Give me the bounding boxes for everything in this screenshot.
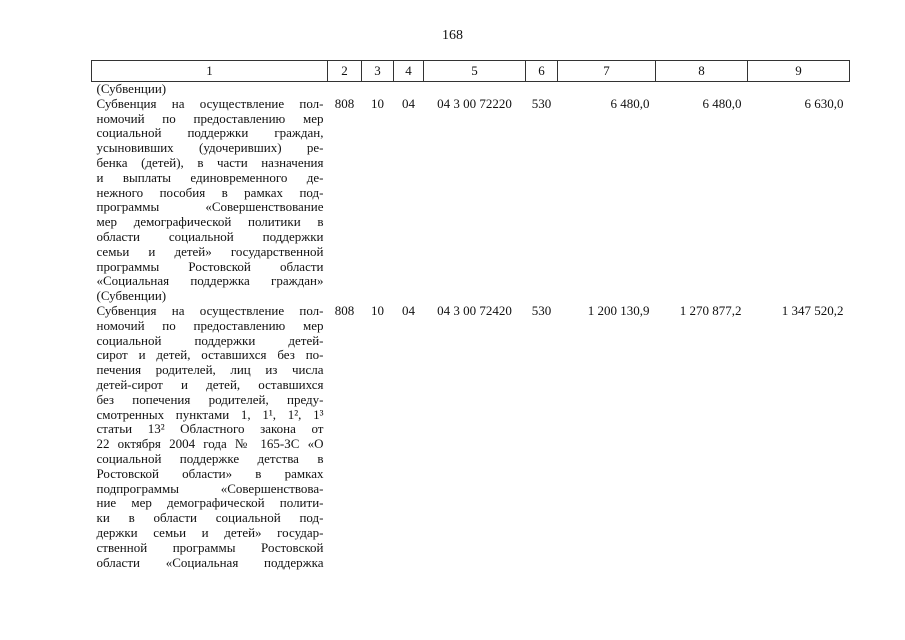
column-header-row bbox=[92, 61, 850, 82]
description-line: Ростовской области» в рамках bbox=[96, 465, 324, 481]
continuation-text: (Субвенции) bbox=[96, 81, 167, 96]
column-header: 7 bbox=[558, 61, 656, 82]
expense-type-code: 530 bbox=[531, 302, 552, 318]
subsection-code: 04 bbox=[402, 95, 415, 111]
description-line: мер демографической политики в bbox=[96, 214, 324, 230]
amount-col-9: 6 630,0 bbox=[804, 95, 844, 111]
amount-col-7: 6 480,0 bbox=[610, 95, 650, 111]
description-line: Субвенция на осуществление пол- bbox=[96, 95, 324, 111]
description-line: статьи 13² Областного закона от bbox=[96, 421, 324, 437]
description-line: программы «Совершенствование bbox=[96, 199, 324, 215]
description-line: социальной поддержки граждан, bbox=[96, 125, 324, 141]
description-line: печения родителей, лиц из числа bbox=[96, 362, 324, 378]
column-header: 9 bbox=[748, 61, 850, 82]
description-line: и выплаты единовременного де- bbox=[96, 169, 324, 185]
description-line: социальной поддержке детства в bbox=[96, 450, 324, 466]
description-line: без попечения родителей, преду- bbox=[96, 391, 324, 407]
description-line: подпрограммы «Совершенствова- bbox=[96, 480, 324, 496]
amount-col-8: 1 270 877,2 bbox=[679, 302, 742, 318]
description-line: детей-сирот и детей, оставшихся bbox=[96, 376, 324, 392]
description-line: социальной поддержки детей- bbox=[96, 332, 324, 348]
description-line: «Социальная поддержка граждан» bbox=[96, 273, 324, 289]
column-header: 1 bbox=[92, 61, 328, 82]
description-line: номочий по предоставлению мер bbox=[96, 317, 324, 333]
description-line: номочий по предоставлению мер bbox=[96, 110, 324, 126]
page-number: 168 bbox=[442, 28, 463, 43]
amount-col-8: 6 480,0 bbox=[702, 95, 742, 111]
ministry-code: 808 bbox=[334, 95, 355, 111]
section-code: 10 bbox=[371, 302, 384, 318]
table-row bbox=[92, 97, 850, 304]
description-line: бенка (детей), в части назначения bbox=[96, 154, 324, 170]
description-line: 22 октября 2004 года № 165-ЗС «О bbox=[96, 436, 324, 452]
row-description bbox=[92, 97, 328, 304]
description-line: смотренных пунктами 1, 1¹, 1², 1³ bbox=[96, 406, 324, 422]
section-code: 10 bbox=[371, 95, 384, 111]
description-line: ки в области социальной под- bbox=[96, 510, 324, 526]
continuation-row bbox=[92, 82, 850, 97]
target-article-code: 04 3 00 72220 bbox=[437, 95, 512, 111]
description-line: сирот и детей, оставшихся без по- bbox=[96, 347, 324, 363]
description-line: Субвенция на осуществление пол- bbox=[96, 302, 324, 318]
row-description bbox=[92, 304, 328, 570]
description-line: нежного пособия в рамках под- bbox=[96, 184, 324, 200]
description-line: (Субвенции) bbox=[96, 288, 167, 304]
subsection-code: 04 bbox=[402, 302, 415, 318]
column-header: 2 bbox=[328, 61, 362, 82]
description-line: области социальной поддержки bbox=[96, 228, 324, 244]
expense-type-code: 530 bbox=[531, 95, 552, 111]
description-line: держки семьи и детей» государ- bbox=[96, 524, 324, 540]
column-header: 3 bbox=[362, 61, 394, 82]
amount-col-7: 1 200 130,9 bbox=[587, 302, 650, 318]
ministry-code: 808 bbox=[334, 302, 355, 318]
description-line: ственной программы Ростовской bbox=[96, 539, 324, 555]
description-line: области «Социальная поддержка bbox=[96, 554, 324, 570]
table-row bbox=[92, 304, 850, 570]
column-header: 6 bbox=[526, 61, 558, 82]
description-line: программы Ростовской области bbox=[96, 258, 324, 274]
amount-col-9: 1 347 520,2 bbox=[781, 302, 844, 318]
target-article-code: 04 3 00 72420 bbox=[437, 302, 512, 318]
column-header: 8 bbox=[656, 61, 748, 82]
description-line: усыновивших (удочеривших) ре- bbox=[96, 140, 324, 156]
column-header: 5 bbox=[424, 61, 526, 82]
budget-table bbox=[91, 60, 850, 570]
description-line: семьи и детей» государственной bbox=[96, 243, 324, 259]
column-header: 4 bbox=[394, 61, 424, 82]
description-line: ние мер демографической полити- bbox=[96, 495, 324, 511]
